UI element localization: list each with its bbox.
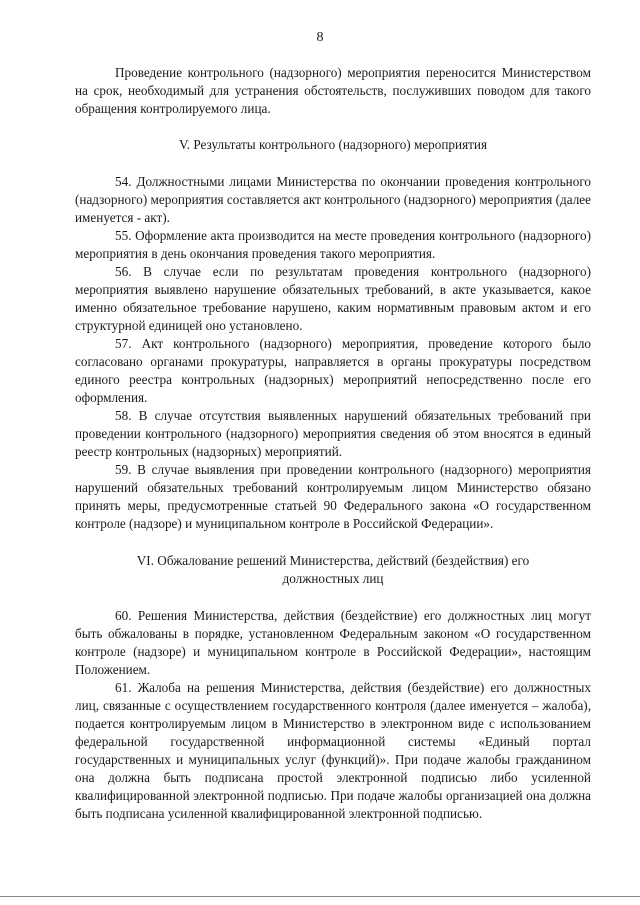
page-number: 8 [316,30,324,45]
paragraph-54: 54. Должностными лицами Министерства по окончании проведения контрольного (надзорного) мероприятия составляется акт контрольного (надзорного) мероприятия (далее именуется - акт). [75,174,591,225]
paragraph-56: 56. В случае если по результатам проведения контрольного (надзорного) мероприятия выявлено нарушение обязательных требований, в акте указывается, какое именно обязательное требование нарушено, каким нормативным правовым актом и его структурной единицей оно установлено. [75,264,591,333]
section-heading-v: V. Результаты контрольного (надзорного) мероприятия [178,137,488,152]
document-body [75,64,591,823]
paragraph-61: 61. Жалоба на решения Министерства, действия (бездействие) его должностных лиц, связанные с осуществлением государственного контроля (далее именуется – жалоба), подается контролируемым лицом в Министерство в электронном виде с использованием федеральной государственной информационной системы «Единый портал государственных и муниципальных услуг (функций)». При подаче жалобы гражданином она должна быть подписана простой электронной подписью либо усиленной квалифицированной электронной подписью. При подаче жалобы организацией она должна быть подписана усиленной квалифицированной электронной подписью. [75,680,591,821]
paragraph-58: 58. В случае отсутствия выявленных нарушений обязательных требований при проведении контрольного (надзорного) мероприятия сведения об этом вносятся в единый реестр контрольных (надзорных) мероприятий. [75,408,591,459]
paragraph-59: 59. В случае выявления при проведении контрольного (надзорного) мероприятия нарушений обязательных требований контролируемым лицом Министерство обязано принять меры, предусмотренные статьей 90 Федерального закона «О государственном контроле (надзоре) и муниципальном контроле в Российской Федерации». [75,462,591,531]
page-bottom-divider [0,896,640,897]
section-heading-vi-line1: VI. Обжалование решений Министерства, действий (бездействия) его [136,553,530,568]
paragraph-57: 57. Акт контрольного (надзорного) мероприятия, проведение которого было согласовано органами прокуратуры, направляется в органы прокуратуры посредством единого реестра контрольных (надзорных) мероприятий непосредственно после его оформления. [75,336,591,405]
paragraph-intro: Проведение контрольного (надзорного) мероприятия переносится Министерством на срок, необходимый для устранения обстоятельств, послуживших поводом для такого обращения контролируемого лица. [75,65,591,116]
section-heading-vi [75,552,591,588]
section-heading-vi-line2: должностных лиц [282,571,384,586]
paragraph-55: 55. Оформление акта производится на месте проведения контрольного (надзорного) мероприятия в день окончания проведения такого мероприятия. [75,228,591,261]
paragraph-60: 60. Решения Министерства, действия (бездействие) его должностных лиц могут быть обжалованы в порядке, установленном Федеральным законом «О государственном контроле (надзоре) и муниципальном контроле в Российской Федерации», настоящим Положением. [75,608,591,677]
